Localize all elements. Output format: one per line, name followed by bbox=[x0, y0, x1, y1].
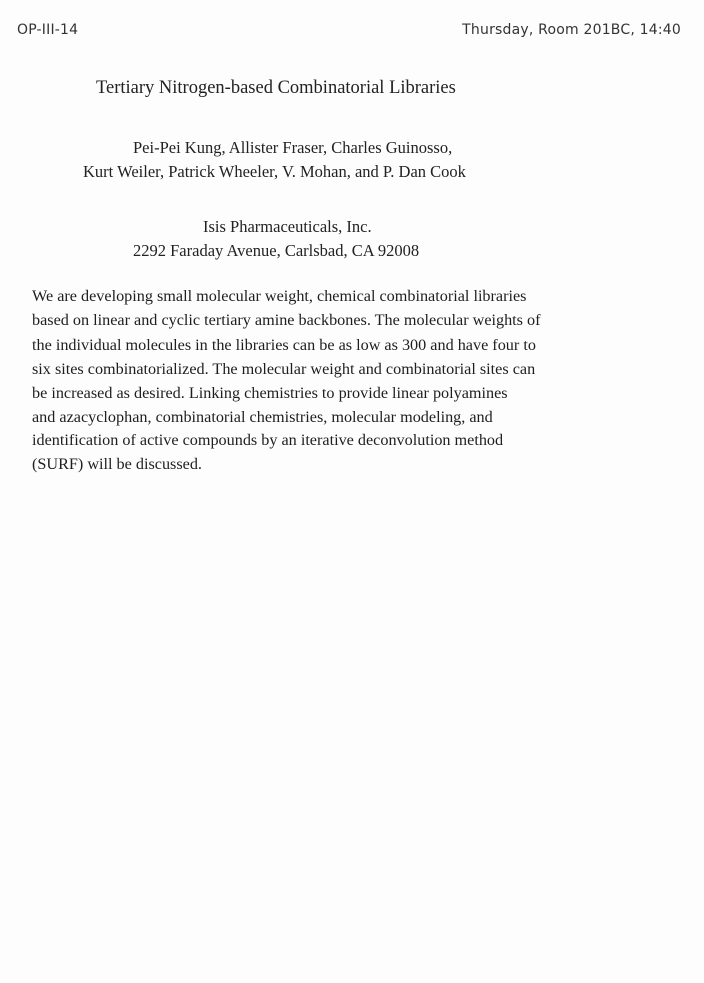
session-info: Thursday, Room 201BC, 14:40 bbox=[462, 22, 681, 38]
abstract-code: OP-III-14 bbox=[17, 22, 79, 38]
abstract-line: be increased as desired. Linking chemistries to provide linear polyamines bbox=[32, 384, 508, 402]
affiliation-name: Isis Pharmaceuticals, Inc. bbox=[203, 217, 372, 236]
abstract-line: based on linear and cyclic tertiary amine backbones. The molecular weights of bbox=[32, 311, 541, 329]
authors-line-2: Kurt Weiler, Patrick Wheeler, V. Mohan, and P. Dan Cook bbox=[83, 162, 466, 181]
abstract-line: We are developing small molecular weight, chemical combinatorial libraries bbox=[32, 287, 527, 305]
abstract-line: six sites combinatorialized. The molecular weight and combinatorial sites can bbox=[32, 360, 536, 378]
paper-title: Tertiary Nitrogen-based Combinatorial Libraries bbox=[96, 78, 456, 98]
abstract-line: (SURF) will be discussed. bbox=[32, 455, 202, 473]
abstract-line: identification of active compounds by an iterative deconvolution method bbox=[32, 431, 504, 449]
affiliation-address: 2292 Faraday Avenue, Carlsbad, CA 92008 bbox=[133, 241, 420, 260]
abstract-line: the individual molecules in the libraries can be as low as 300 and have four to bbox=[32, 336, 536, 354]
abstract-line: and azacyclophan, combinatorial chemistries, molecular modeling, and bbox=[32, 408, 493, 426]
authors-line-1: Pei-Pei Kung, Allister Fraser, Charles Guinosso, bbox=[133, 138, 453, 157]
